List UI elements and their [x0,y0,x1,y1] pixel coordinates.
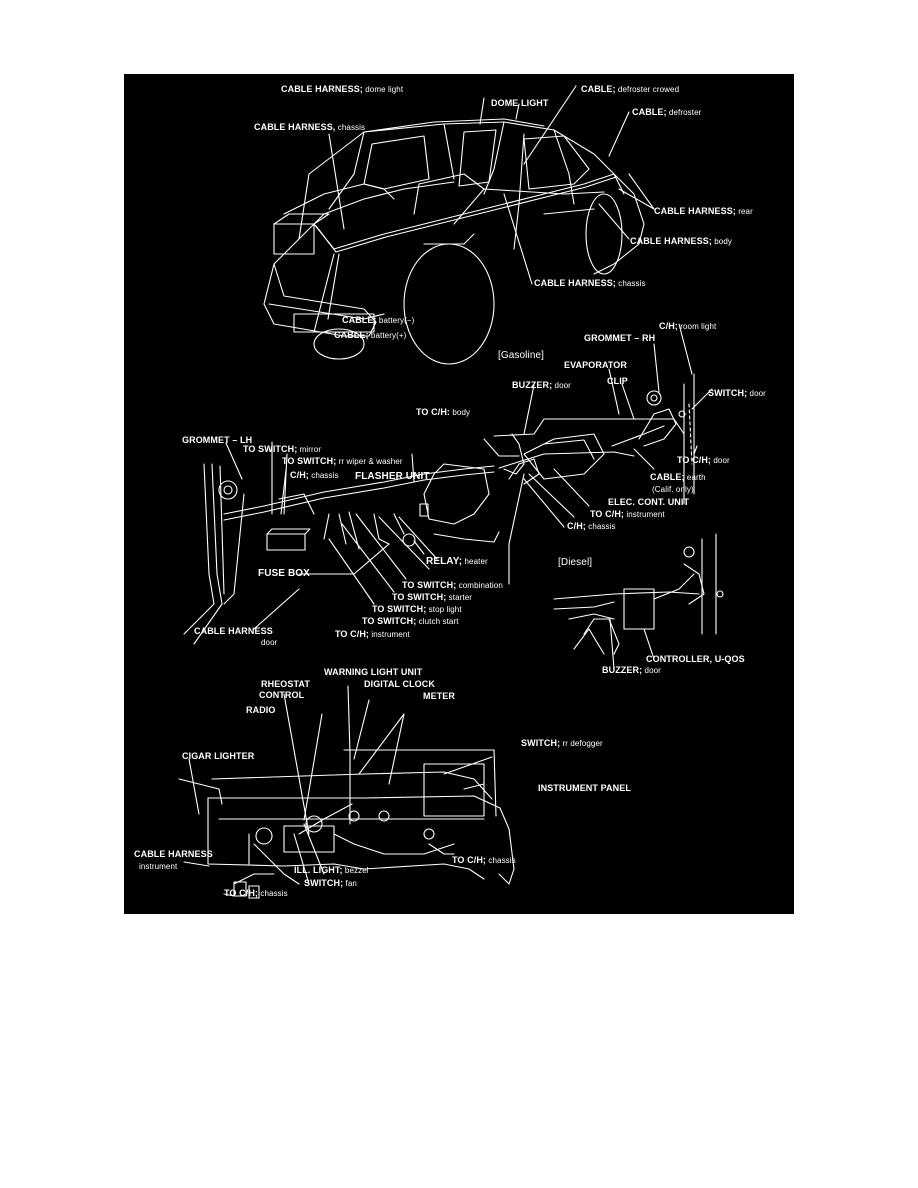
label-to-switch-mirror: TO SWITCH; mirror [243,444,322,454]
wiring-harness-diagram [124,74,794,914]
heading-diesel: [Diesel] [558,557,593,568]
label-grommet-rh: GROMMET – RH [584,333,656,343]
label-buzzer-door: BUZZER; door [512,380,571,390]
label-rheostat: RHEOSTAT [261,679,310,689]
label-to-ch-instrument-right: TO C/H; instrument [590,509,665,519]
label-cable-defroster: CABLE; defroster [632,107,702,117]
label-digital-clock: DIGITAL CLOCK [364,679,435,689]
label-grommet-lh: GROMMET – LH [182,435,253,445]
label-to-ch-chassis-bottom: TO C/H; chassis [224,888,288,898]
label-cable-harness-instrument-2: instrument [139,862,178,871]
label-relay-heater: RELAY; heater [426,556,488,567]
heading-gasoline: [Gasoline] [498,350,545,361]
label-ch-room-light: C/H; room light [659,321,717,331]
label-calif-only: (Calif. only) [652,485,694,494]
label-cable-earth: CABLE; earth [650,472,706,482]
label-flasher-unit: FLASHER UNIT [355,471,430,482]
label-to-ch-door: TO C/H; door [677,455,730,465]
label-to-ch-chassis-ip: TO C/H; chassis [452,855,516,865]
label-to-switch-stop-light: TO SWITCH; stop light [372,604,462,614]
label-control: CONTROL [259,690,305,700]
label-to-switch-rr-wiper: TO SWITCH; rr wiper & washer [282,456,403,466]
label-cable-battery-negative: CABLE; battery(−) [342,315,415,325]
label-elec-cont-unit: ELEC. CONT. UNIT [608,497,690,507]
label-cigar-lighter: CIGAR LIGHTER [182,751,255,761]
label-cable-harness-door-1: CABLE HARNESS [194,626,273,636]
label-switch-fan: SWITCH; fan [304,878,357,888]
label-to-ch-instrument-left: TO C/H; instrument [335,629,410,639]
label-cable-battery-positive: CABLE; battery(+) [334,330,407,340]
label-cable-harness-body: CABLE HARNESS; body [630,236,732,246]
label-ch-chassis-right: C/H; chassis [567,521,616,531]
label-clip: CLIP [607,376,628,386]
label-cable-harness-chassis-top: CABLE HARNESS, chassis [254,122,366,132]
label-instrument-panel: INSTRUMENT PANEL [538,783,631,793]
label-cable-harness-rear: CABLE HARNESS; rear [654,206,753,216]
label-ch-chassis-left: C/H; chassis [290,470,339,480]
label-radio: RADIO [246,705,276,715]
label-fuse-box: FUSE BOX [258,568,310,579]
label-cable-harness-door-2: door [261,638,278,647]
label-cable-defroster-crowed: CABLE; defroster crowed [581,84,680,94]
label-controller-uqos: CONTROLLER, U-QOS [646,654,745,664]
label-to-switch-starter: TO SWITCH; starter [392,592,473,602]
label-cable-harness-dome-light: CABLE HARNESS; dome light [281,84,404,94]
label-cable-harness-chassis: CABLE HARNESS; chassis [534,278,646,288]
label-buzzer-door-diesel: BUZZER; door [602,665,661,675]
diesel-assembly-illustration [554,534,723,669]
label-ill-light-bezzel: ILL. LIGHT; bezzel [294,865,369,875]
label-to-switch-clutch-start: TO SWITCH; clutch start [362,616,459,626]
label-meter: METER [423,691,455,701]
label-cable-harness-instrument-1: CABLE HARNESS [134,849,213,859]
label-to-ch-body: TO C/H: body [416,407,471,417]
label-warning-light-unit: WARNING LIGHT UNIT [324,667,423,677]
label-to-switch-combination: TO SWITCH; combination [402,580,503,590]
label-evaporator: EVAPORATOR [564,360,628,370]
label-switch-rr-defogger: SWITCH; rr defogger [521,738,603,748]
label-dome-light: DOME LIGHT [491,98,549,108]
label-switch-door: SWITCH; door [708,388,766,398]
